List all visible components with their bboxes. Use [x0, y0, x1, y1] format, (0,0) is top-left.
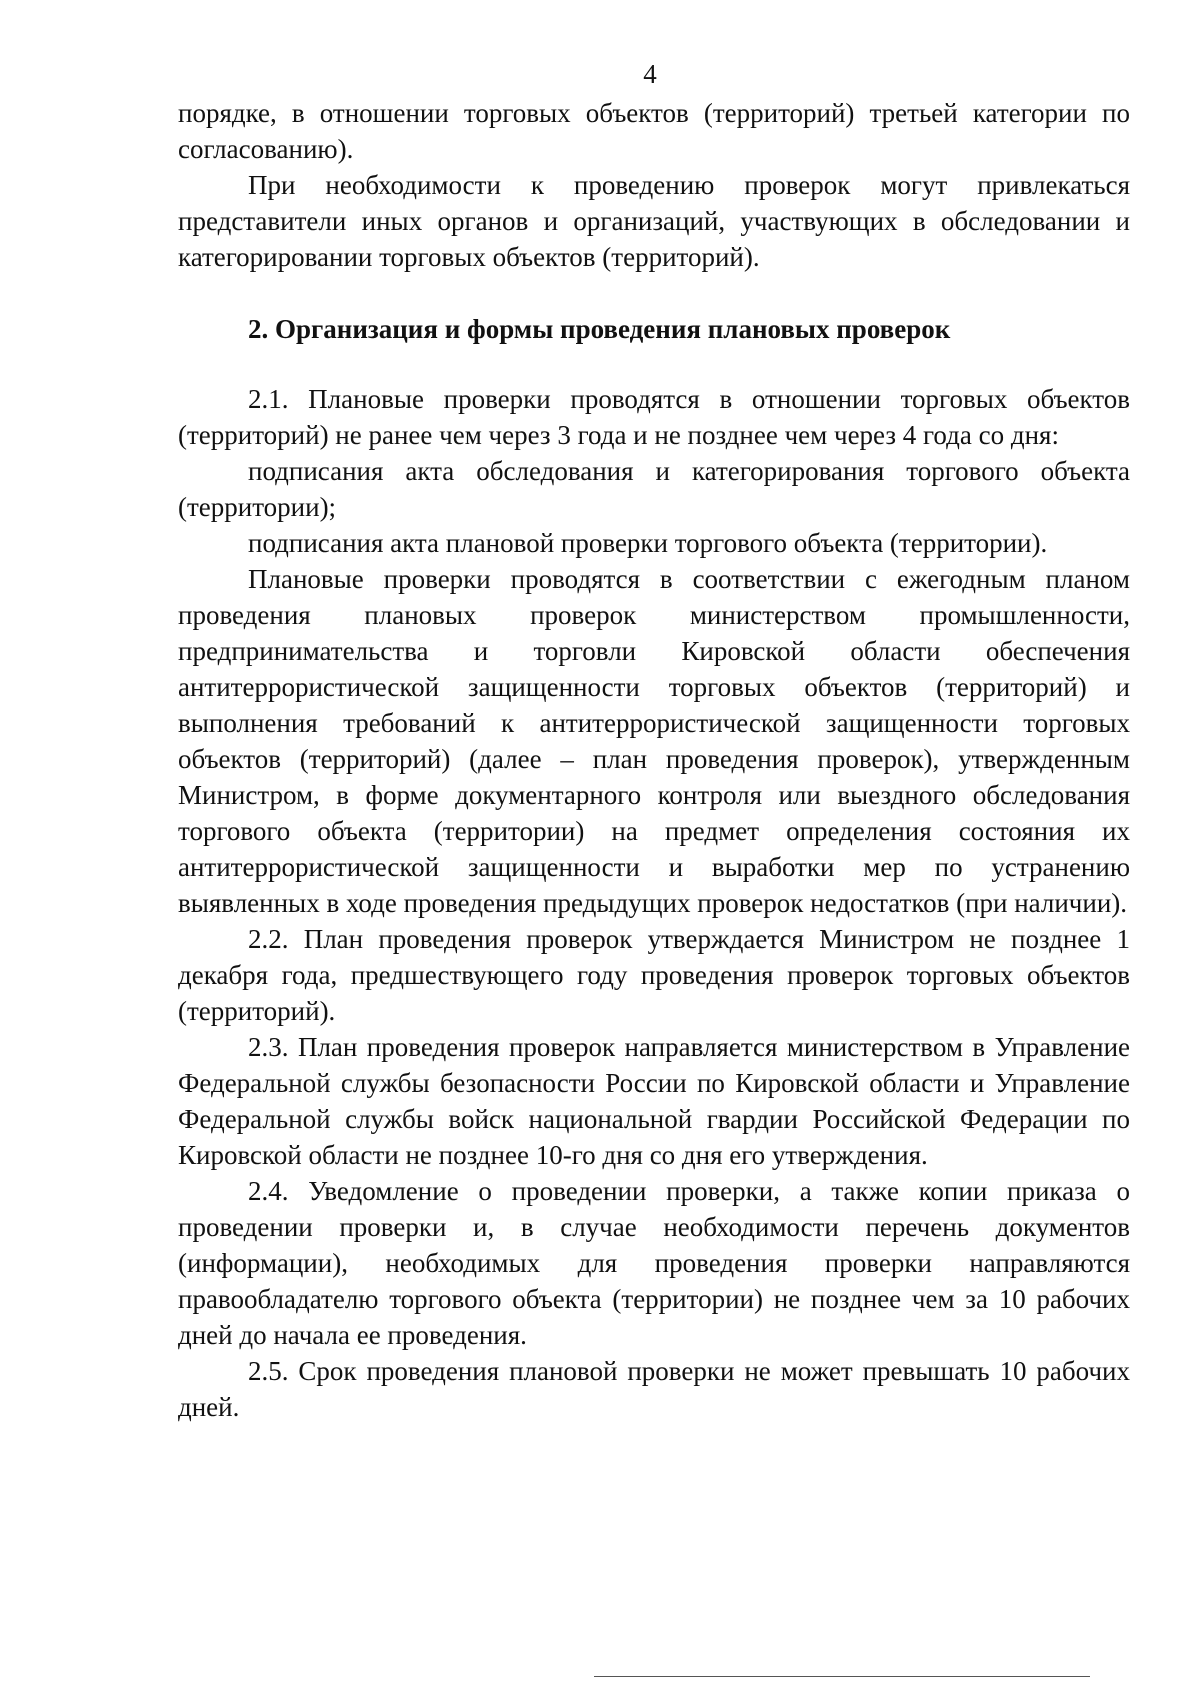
document-body [178, 95, 1130, 1425]
paragraph-inspectors: При необходимости к проведению проверок могут привлекаться представители иных органов и организаций, участвующих в обследовании и категорировании торговых объектов (территорий). [178, 170, 1130, 272]
paragraph-annual-plan: Плановые проверки проводятся в соответствии с ежегодным планом проведения плановых проверок министерством промышленности, предпринимательства и торговли Кировской области обеспечения антитеррористической защищенности торговых объектов (территорий) и выполнения требований к антитеррористической защищенности торговых объектов (территорий) (далее – план проведения проверок), утвержденным Министром, в форме документарного контроля или выездного обследования торгового объекта (территории) на предмет определения состояния их антитеррористической защищенности и выработки мер по устранению выявленных в ходе проведения предыдущих проверок недостатков (при наличии). [178, 564, 1130, 918]
paragraph-2-4: 2.4. Уведомление о проведении проверки, а также копии приказа о проведении проверки и, в случае необходимости перечень документов (информации), необходимых для проведения проверки направляются правообладателю торгового объекта (территории) не позднее чем за 10 рабочих дней до начала ее проведения. [178, 1176, 1130, 1350]
footer-divider [594, 1676, 1090, 1677]
paragraph-2-1: 2.1. Плановые проверки проводятся в отношении торговых объектов (территорий) не ранее чем через 3 года и не позднее чем через 4 года со дня: [178, 384, 1130, 450]
paragraph-2-3: 2.3. План проведения проверок направляется министерством в Управление Федеральной службы безопасности России по Кировской области и Управление Федеральной службы войск национальной гвардии Российской Федерации по Кировской области не позднее 10-го дня со дня его утверждения. [178, 1032, 1130, 1170]
paragraph-2-2: 2.2. План проведения проверок утверждается Министром не позднее 1 декабря года, предшествующего году проведения проверок торговых объектов (территорий). [178, 924, 1130, 1026]
paragraph-2-5: 2.5. Срок проведения плановой проверки не может превышать 10 рабочих дней. [178, 1356, 1130, 1422]
paragraph-2-1-item-2: подписания акта плановой проверки торгового объекта (территории). [248, 528, 1048, 558]
paragraph-continuation: порядке, в отношении торговых объектов (территорий) третьей категории по согласованию). [178, 98, 1130, 164]
section-heading: 2. Организация и формы проведения плановых проверок [248, 314, 951, 344]
page-number: 4 [643, 59, 657, 89]
paragraph-2-1-item-1: подписания акта обследования и категорирования торгового объекта (территории); [178, 456, 1130, 522]
